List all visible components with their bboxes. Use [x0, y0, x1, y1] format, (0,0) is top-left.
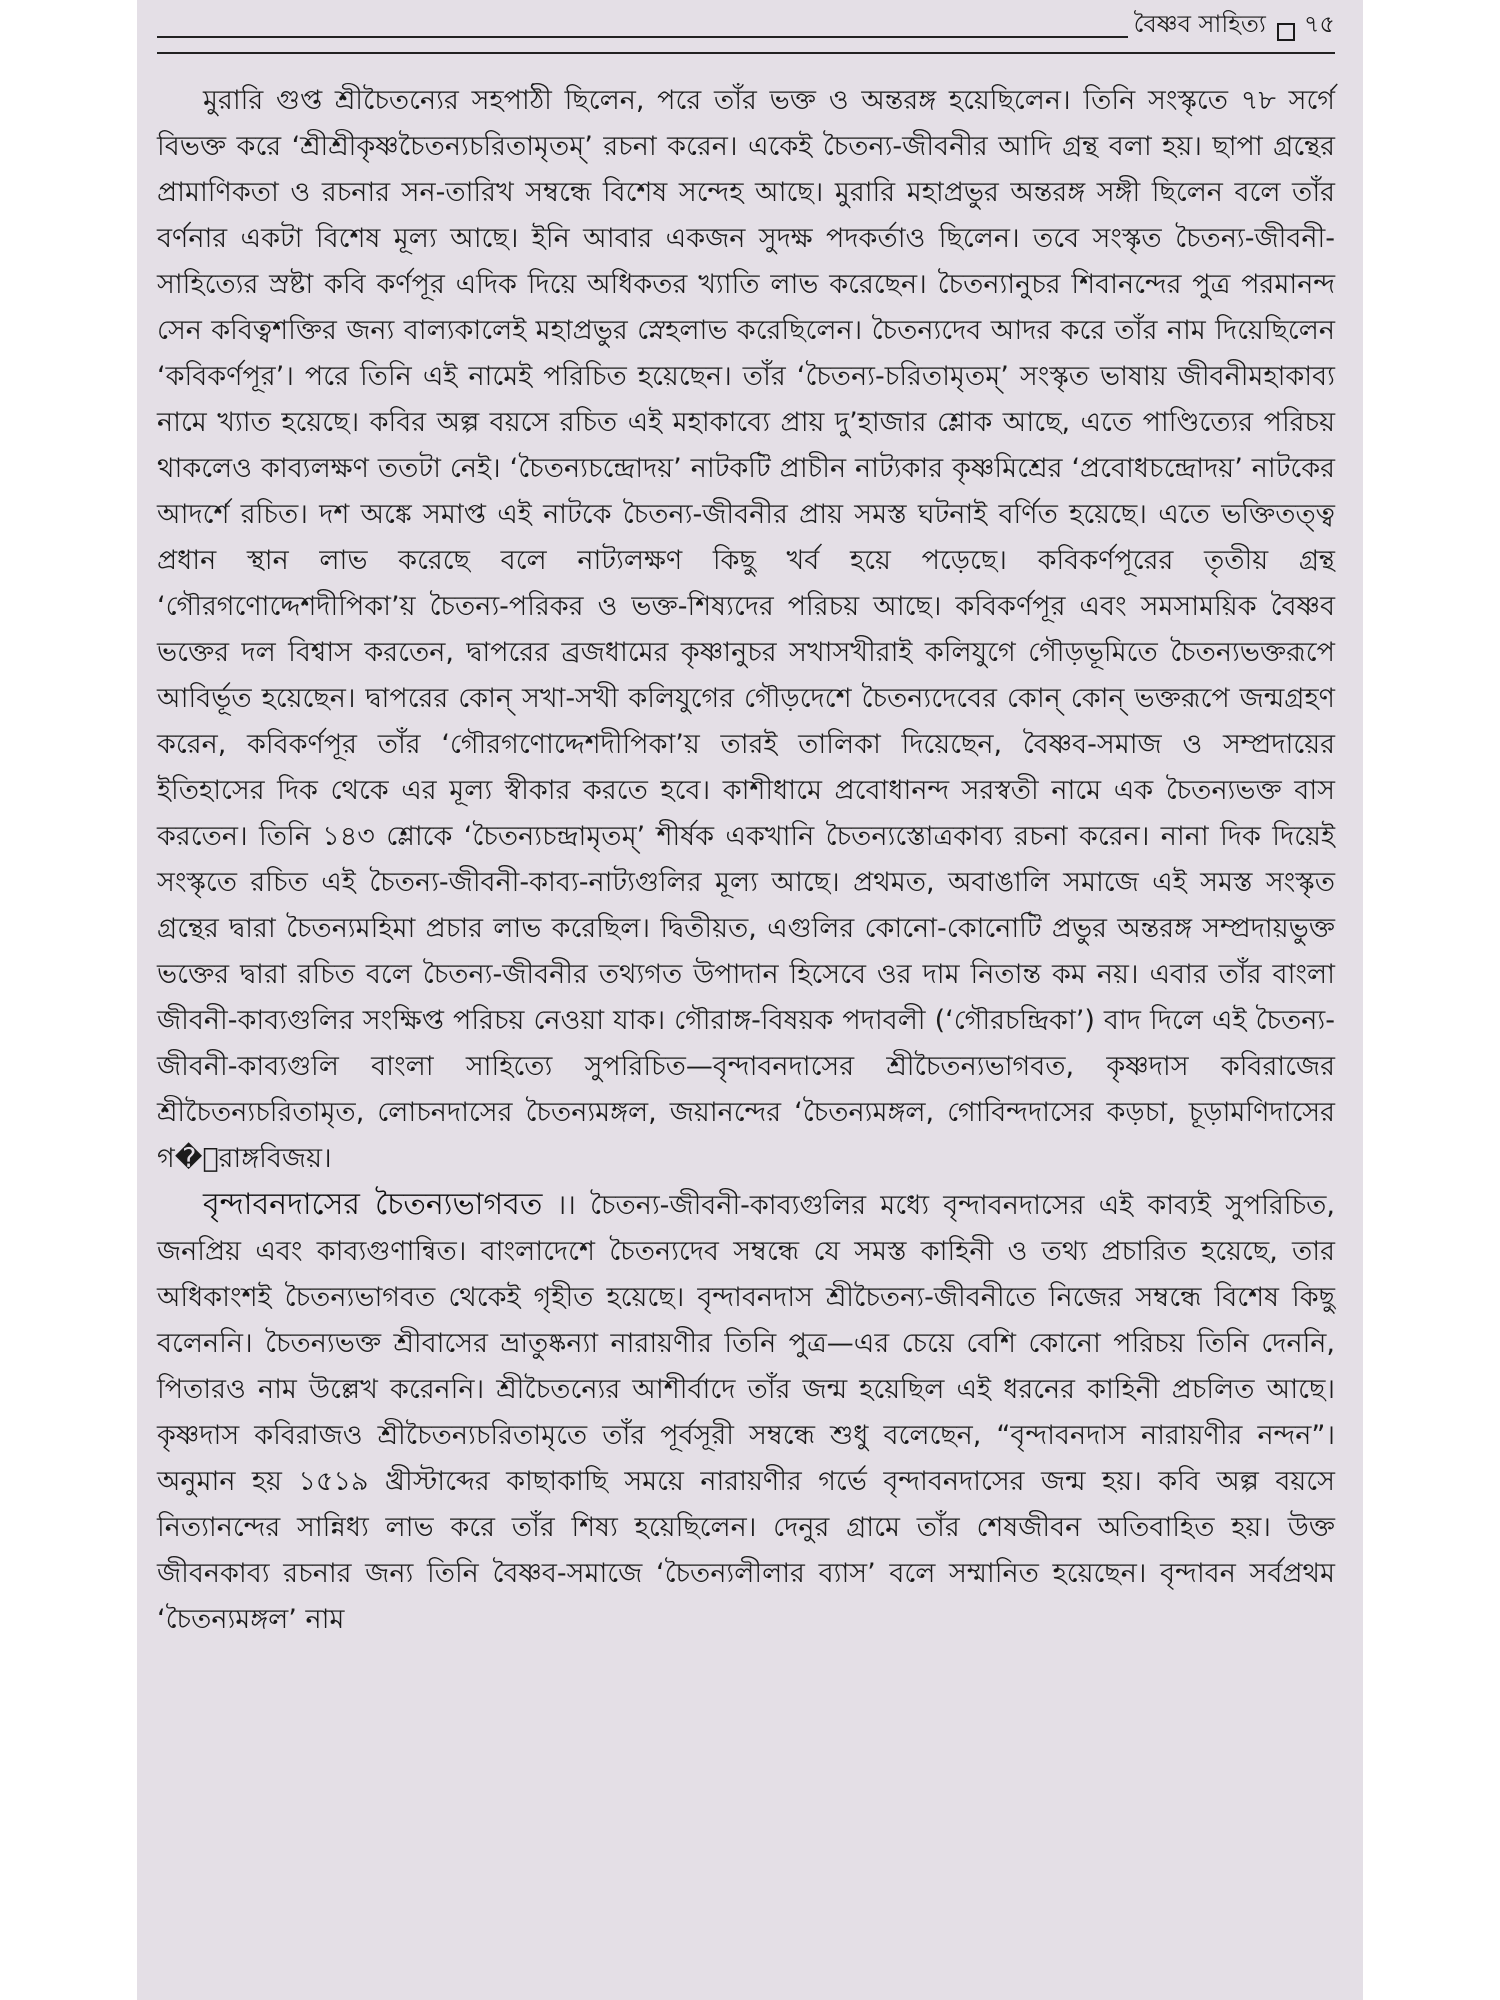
- page-body: [157, 78, 1335, 1643]
- page-number: ৭৫: [1303, 10, 1335, 38]
- section-text: ।। চৈতন্য-জীবনী-কাব্যগুলির মধ্যে বৃন্দাবনদাসের এই কাব্যই সুপরিচিত, জনপ্রিয় এবং কাব্যগুণান্বিত। বাংলাদেশে চৈতন্যদেব সম্বন্ধে যে সমস্ত কাহিনী ও তথ্য প্রচারিত হয়েছে, তার অধিকাংশই চৈতন্যভাগবত থেকেই গৃহীত হয়েছে। বৃন্দাবনদাস শ্রীচৈতন্য-জীবনীতে নিজের সম্বন্ধে বিশেষ কিছু বলেননি। চৈতন্যভক্ত শ্রীবাসের ভ্রাতুষ্কন্যা নারায়ণীর তিনি পুত্র—এর চেয়ে বেশি কোনো পরিচয় তিনি দেননি, পিতারও নাম উল্লেখ করেননি। শ্রীচৈতন্যের আশীর্বাদে তাঁর জন্ম হয়েছিল এই ধরনের কাহিনী প্রচলিত আছে। কৃষ্ণদাস কবিরাজও শ্রীচৈতন্যচরিতামৃতে তাঁর পূর্বসূরী সম্বন্ধে শুধু বলেছেন, “বৃন্দাবনদাস নারায়ণীর নন্দন”। অনুমান হয় ১৫১৯ খ্রীস্টাব্দের কাছাকাছি সময়ে নারায়ণীর গর্ভে বৃন্দাবনদাসের জন্ম হয়। কবি অল্প বয়সে নিত্যানন্দের সান্নিধ্য লাভ করে তাঁর শিষ্য হয়েছিলেন। দেনুর গ্রামে তাঁর শেষজীবন অতিবাহিত হয়। উক্ত জীবনকাব্য রচনার জন্য তিনি বৈষ্ণব-সমাজে ‘চৈতন্যলীলার ব্যাস’ বলে সম্মানিত হয়েছেন। বৃন্দাবন সর্বপ্রথম ‘চৈতন্যমঙ্গল’ নাম: [157, 1190, 1335, 1635]
- section-heading: বৃন্দাবনদাসের চৈতন্যভাগবত: [203, 1187, 543, 1222]
- book-page-scan: [137, 0, 1363, 2000]
- header-underline: [157, 52, 1335, 54]
- page-header: [157, 12, 1335, 46]
- header-rule: [157, 36, 1128, 38]
- paragraph: মুরারি গুপ্ত শ্রীচৈতন্যের সহপাঠী ছিলেন, পরে তাঁর ভক্ত ও অন্তরঙ্গ হয়েছিলেন। তিনি সংস্কৃতে ৭৮ সর্গে বিভক্ত করে ‘শ্রীশ্রীকৃষ্ণচৈতন্যচরিতামৃতম্’ রচনা করেন। একেই চৈতন্য-জীবনীর আদি গ্রন্থ বলা হয়। ছাপা গ্রন্থের প্রামাণিকতা ও রচনার সন-তারিখ সম্বন্ধে বিশেষ সন্দেহ আছে। মুরারি মহাপ্রভুর অন্তরঙ্গ সঙ্গী ছিলেন বলে তাঁর বর্ণনার একটা বিশেষ মূল্য আছে। ইনি আবার একজন সুদক্ষ পদকর্তাও ছিলেন। তবে সংস্কৃত চৈতন্য-জীবনী-সাহিত্যের স্রষ্টা কবি কর্ণপূর এদিক দিয়ে অধিকতর খ্যাতি লাভ করেছেন। চৈতন্যানুচর শিবানন্দের পুত্র পরমানন্দ সেন কবিত্বশক্তির জন্য বাল্যকালেই মহাপ্রভুর স্নেহলাভ করেছিলেন। চৈতন্যদেব আদর করে তাঁর নাম দিয়েছিলেন ‘কবিকর্ণপূর’। পরে তিনি এই নামেই পরিচিত হয়েছেন। তাঁর ‘চৈতন্য-চরিতামৃতম্’ সংস্কৃত ভাষায় জীবনীমহাকাব্য নামে খ্যাত হয়েছে। কবির অল্প বয়সে রচিত এই মহাকাব্যে প্রায় দু’হাজার শ্লোক আছে, এতে পাণ্ডিত্যের পরিচয় থাকলেও কাব্যলক্ষণ ততটা নেই। ‘চৈতন্যচন্দ্রোদয়’ নাটকটি প্রাচীন নাট্যকার কৃষ্ণমিশ্রের ‘প্রবোধচন্দ্রোদয়’ নাটকের আদর্শে রচিত। দশ অঙ্কে সমাপ্ত এই নাটকে চৈতন্য-জীবনীর প্রায় সমস্ত ঘটনাই বর্ণিত হয়েছে। এতে ভক্তিতত্ত্ব প্রধান স্থান লাভ করেছে বলে নাট্যলক্ষণ কিছু খর্ব হয়ে পড়েছে। কবিকর্ণপূরের তৃতীয় গ্রন্থ ‘গৌরগণোদ্দেশদীপিকা’য় চৈতন্য-পরিকর ও ভক্ত-শিষ্যদের পরিচয় আছে। কবিকর্ণপূর এবং সমসাময়িক বৈষ্ণব ভক্তের দল বিশ্বাস করতেন, দ্বাপরের ব্রজধামের কৃষ্ণানুচর সখাসখীরাই কলিযুগে গৌড়ভূমিতে চৈতন্যভক্তরূপে আবির্ভূত হয়েছেন। দ্বাপরের কোন্ সখা-সখী কলিযুগের গৌড়দেশে চৈতন্যদেবের কোন্ কোন্ ভক্তরূপে জন্মগ্রহণ করেন, কবিকর্ণপূর তাঁর ‘গৌরগণোদ্দেশদীপিকা’য় তারই তালিকা দিয়েছেন, বৈষ্ণব-সমাজ ও সম্প্রদায়ের ইতিহাসের দিক থেকে এর মূল্য স্বীকার করতে হবে। কাশীধামে প্রবোধানন্দ সরস্বতী নামে এক চৈতন্যভক্ত বাস করতেন। তিনি ১৪৩ শ্লোকে ‘চৈতন্যচন্দ্রামৃতম্’ শীর্ষক একখানি চৈতন্যস্তোত্রকাব্য রচনা করেন। নানা দিক দিয়েই সংস্কৃতে রচিত এই চৈতন্য-জীবনী-কাব্য-নাট্যগুলির মূল্য আছে। প্রথমত, অবাঙালি সমাজে এই সমস্ত সংস্কৃত গ্রন্থের দ্বারা চৈতন্যমহিমা প্রচার লাভ করেছিল। দ্বিতীয়ত, এগুলির কোনো-কোনোটি প্রভুর অন্তরঙ্গ সম্প্রদায়ভুক্ত ভক্তের দ্বারা রচিত বলে চৈতন্য-জীবনীর তথ্যগত উপাদান হিসেবে ওর দাম নিতান্ত কম নয়। এবার তাঁর বাংলা জীবনী-কাব্যগুলির সংক্ষিপ্ত পরিচয় নেওয়া যাক। গৌরাঙ্গ-বিষয়ক পদাবলী (‘গৌরচন্দ্রিকা’) বাদ দিলে এই চৈতন্য-জীবনী-কাব্যগুলি বাংলা সাহিত্যে সুপরিচিত—বৃন্দাবনদাসের শ্রীচৈতন্যভাগবত, কৃষ্ণদাস কবিরাজের শ্রীচৈতন্যচরিতামৃত, লোচনদাসের চৈতন্যমঙ্গল, জয়ানন্দের ‘চৈতন্যমঙ্গল, গোবিন্দদাসের কড়চা, চূড়ামণিদাসের গ�ৌরাঙ্গবিজয়।: [157, 85, 1335, 1174]
- running-title: বৈষ্ণব সাহিত্য: [1133, 10, 1266, 38]
- section-paragraph: [157, 1182, 1335, 1643]
- square-outline-icon: [1277, 23, 1295, 41]
